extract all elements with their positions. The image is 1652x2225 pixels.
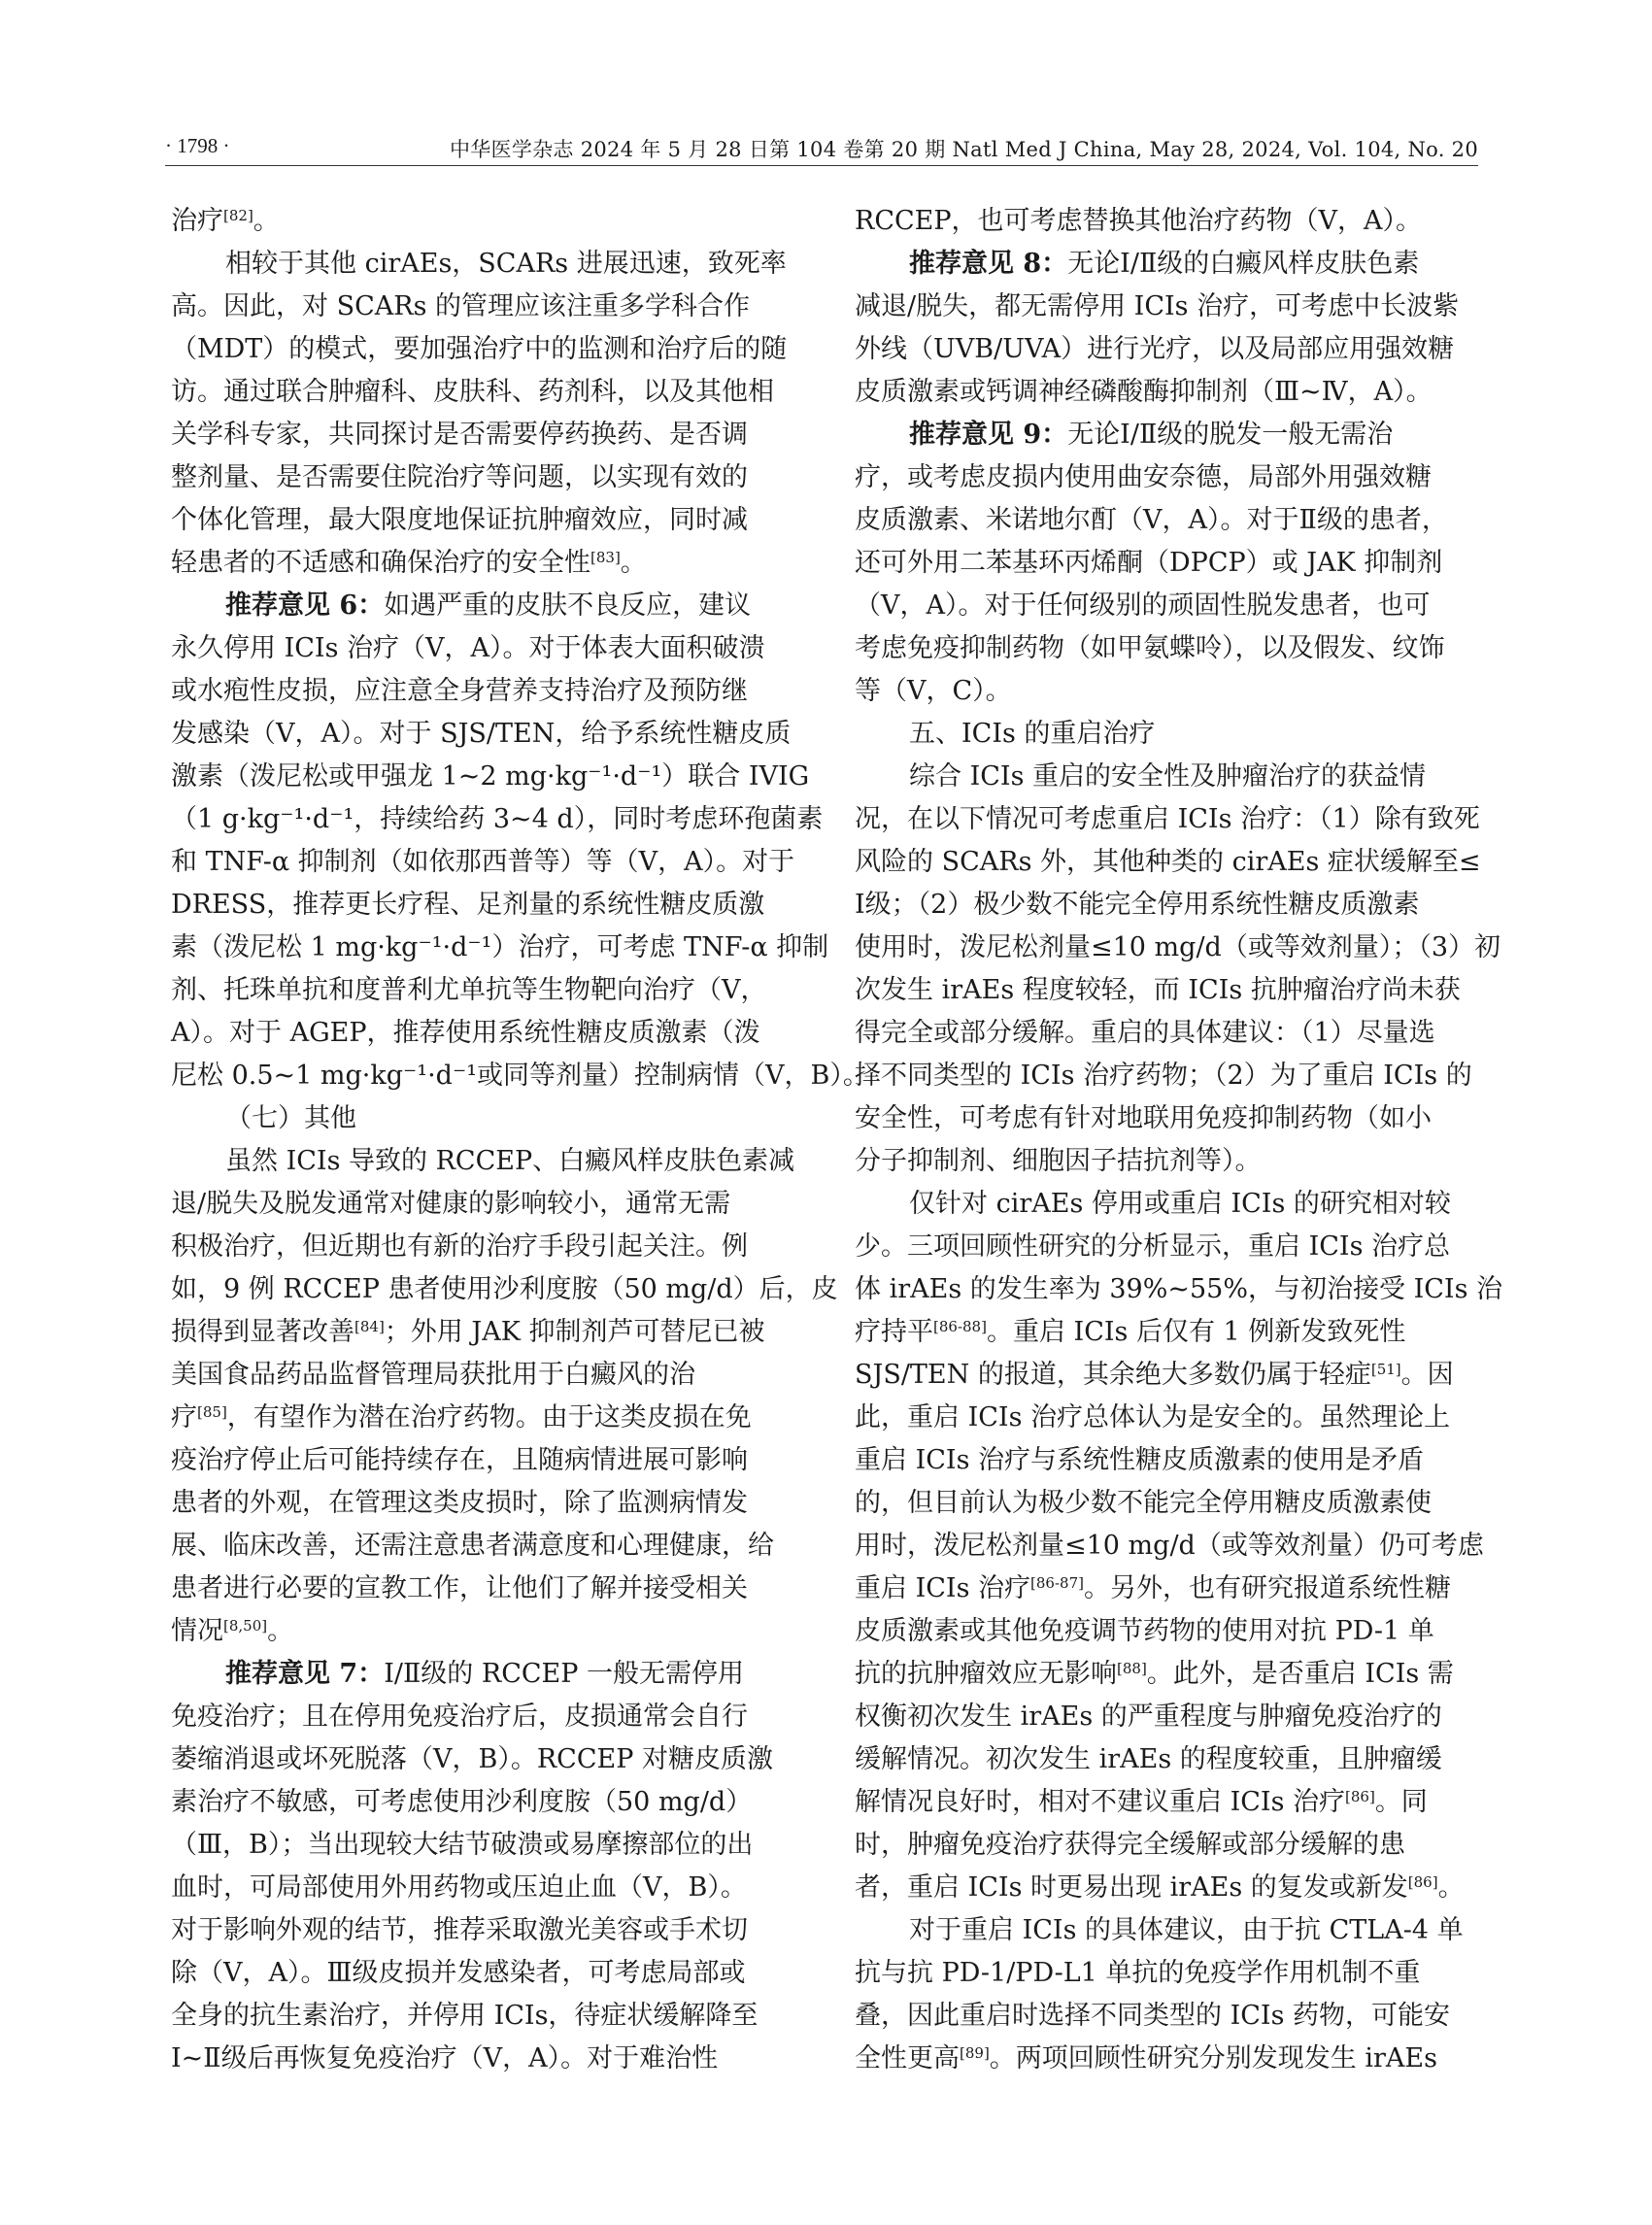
text-line xyxy=(855,884,1476,927)
text-line xyxy=(855,1696,1476,1738)
text-line xyxy=(171,1525,792,1568)
text-line xyxy=(855,1568,1476,1610)
line-text: 个体化管理，最大限度地保证抗肿瘤效应，同时减 xyxy=(171,505,748,535)
text-line xyxy=(171,713,792,756)
line-text: 重启 ICIs 治疗与系统性糖皮质激素的使用是矛盾 xyxy=(855,1445,1425,1475)
text-line xyxy=(171,1696,792,1738)
citation-reference: [8,50] xyxy=(223,1617,268,1635)
line-text: 次发生 irAEs 程度较轻，而 ICIs 抗肿瘤治疗尚未获 xyxy=(855,975,1461,1005)
line-text: 相较于其他 cirAEs，SCARs 进展迅速，致死率 xyxy=(225,249,787,279)
line-text: 得完全或部分缓解。重启的具体建议：（1）尽量选 xyxy=(855,1018,1435,1048)
line-text: 风险的 SCARs 外，其他种类的 cirAEs 症状缓解至≤ xyxy=(855,847,1481,877)
text-line xyxy=(855,1824,1476,1867)
text-line xyxy=(855,1909,1476,1952)
citation-reference: [51] xyxy=(1370,1361,1401,1378)
recommendation-label: 推荐意见 7： xyxy=(225,1659,385,1689)
line-text: 少。三项回顾性研究的分析显示，重启 ICIs 治疗总 xyxy=(855,1231,1451,1262)
line-text-after: 。因 xyxy=(1400,1360,1454,1390)
line-text: 全身的抗生素治疗，并停用 ICIs，待症状缓解降至 xyxy=(171,2001,759,2031)
text-line xyxy=(171,542,792,585)
text-line xyxy=(855,927,1501,969)
text-line xyxy=(171,798,824,841)
line-text: 使用时，泼尼松剂量≤10 mg/d（或等效剂量）；（3）初 xyxy=(855,932,1501,962)
line-text: 体 irAEs 的发生率为 39%~55%，与初治接受 ICIs 治 xyxy=(855,1274,1503,1304)
text-line xyxy=(171,1909,792,1952)
citation-reference: [85] xyxy=(197,1403,227,1421)
line-text: 此，重启 ICIs 治疗总体认为是安全的。虽然理论上 xyxy=(855,1402,1451,1433)
line-text: 还可外用二苯基环丙烯酮（DPCP）或 JAK 抑制剂 xyxy=(855,548,1443,578)
line-text-after: 。重启 ICIs 后仅有 1 例新发致死性 xyxy=(986,1317,1406,1347)
text-line xyxy=(855,1995,1476,2038)
text-line xyxy=(855,1140,1476,1183)
line-text: Ⅰ级；（2）极少数不能完全停用系统性糖皮质激素 xyxy=(855,890,1420,920)
line-text: 等（Ⅴ，C）。 xyxy=(855,676,1012,706)
line-text: 减退/脱失，都无需停用 ICIs 治疗，可考虑中长波紫 xyxy=(855,291,1460,321)
text-line xyxy=(171,2038,792,2080)
line-text: 损得到显著改善 xyxy=(171,1317,354,1347)
text-line xyxy=(855,1012,1476,1055)
line-text: 整剂量、是否需要住院治疗等问题，以实现有效的 xyxy=(171,462,748,492)
line-text-after: 。同 xyxy=(1374,1787,1428,1817)
citation-reference: [86] xyxy=(1407,1873,1438,1891)
text-line xyxy=(171,371,792,414)
text-line xyxy=(171,1867,792,1909)
citation-reference: [82] xyxy=(223,207,253,224)
line-text: 全性更高 xyxy=(855,2043,960,2073)
line-text-after: ；外用 JAK 抑制剂芦可替尼已被 xyxy=(384,1317,765,1347)
text-line xyxy=(855,542,1476,585)
page-number: · 1798 · xyxy=(165,134,230,157)
text-line xyxy=(855,2038,1476,2080)
text-line xyxy=(171,1439,792,1482)
line-text: 无论Ⅰ/Ⅱ级的白癜风样皮肤色素 xyxy=(1067,249,1420,279)
text-line xyxy=(855,627,1476,670)
line-text-after: 。此外，是否重启 ICIs 需 xyxy=(1146,1659,1454,1689)
text-line xyxy=(171,1781,792,1824)
text-line xyxy=(171,1354,792,1397)
line-text: 分子抑制剂、细胞因子拮抗剂等）。 xyxy=(855,1146,1262,1176)
citation-reference: [88] xyxy=(1117,1660,1147,1677)
text-line xyxy=(171,286,792,328)
line-text: 展、临床改善，还需注意患者满意度和心理健康，给 xyxy=(171,1531,774,1561)
line-text: 如，9 例 RCCEP 患者使用沙利度胺（50 mg/d）后，皮 xyxy=(171,1274,838,1304)
text-line xyxy=(171,841,795,884)
line-text: SJS/TEN 的报道，其余绝大多数仍属于轻症 xyxy=(855,1360,1371,1390)
text-line xyxy=(171,1952,792,1995)
line-text: 抗的抗肿瘤效应无影响 xyxy=(855,1659,1117,1689)
line-text: 的，但目前认为极少数不能完全停用糖皮质激素使 xyxy=(855,1488,1432,1518)
text-line xyxy=(171,1610,792,1653)
text-line xyxy=(855,1610,1476,1653)
line-text: 治疗 xyxy=(171,206,223,236)
text-line xyxy=(171,1311,792,1354)
recommendation-label: 推荐意见 9： xyxy=(909,420,1068,450)
line-text: 无论Ⅰ/Ⅱ级的脱发一般无需治 xyxy=(1067,420,1394,450)
line-text-after: 。两项回顾性研究分别发现发生 irAEs xyxy=(989,2043,1437,2073)
text-line xyxy=(855,756,1476,798)
journal-citation: 中华医学杂志 2024 年 5 月 28 日第 104 卷第 20 期 Natl Med J China, May 28, 2024, Vol. 104, No. 20 xyxy=(449,138,1478,161)
line-text: 叠，因此重启时选择不同类型的 ICIs 药物，可能安 xyxy=(855,2001,1451,2031)
text-line xyxy=(171,1140,795,1183)
text-line xyxy=(855,456,1476,499)
text-line xyxy=(171,1012,792,1055)
text-line xyxy=(855,1268,1503,1311)
line-text: 积极治疗，但近期也有新的治疗手段引起关注。例 xyxy=(171,1231,748,1262)
line-text: 皮质激素、米诺地尔酊（Ⅴ，A）。对于Ⅱ级的患者， xyxy=(855,505,1448,535)
text-line xyxy=(855,585,1476,627)
line-text: 综合 ICIs 重启的安全性及肿瘤治疗的获益情 xyxy=(909,761,1427,792)
line-text: （Ⅴ，A）。对于任何级别的顽固性脱发患者，也可 xyxy=(855,590,1431,621)
text-line xyxy=(855,1482,1476,1525)
line-text: 虽然 ICIs 导致的 RCCEP、白癜风样皮肤色素减 xyxy=(225,1146,795,1176)
line-text: 轻患者的不适感和确保治疗的安全性 xyxy=(171,548,590,578)
text-line xyxy=(855,414,1476,456)
line-text: 免疫治疗；且在停用免疫治疗后，皮损通常会自行 xyxy=(171,1702,748,1732)
text-line xyxy=(171,1268,838,1311)
line-text: 血时，可局部使用外用药物或压迫止血（Ⅴ，B）。 xyxy=(171,1872,747,1903)
text-line xyxy=(855,1311,1476,1354)
line-text: 时，肿瘤免疫治疗获得完全缓解或部分缓解的患 xyxy=(855,1830,1405,1860)
line-text: RCCEP，也可考虑替换其他治疗药物（Ⅴ，A）。 xyxy=(855,206,1423,236)
text-line xyxy=(171,1183,792,1226)
text-line xyxy=(171,1738,792,1781)
text-line xyxy=(171,1995,792,2038)
text-line xyxy=(855,1525,1484,1568)
line-text: （七）其他 xyxy=(225,1103,356,1133)
text-line xyxy=(855,1439,1476,1482)
line-text: 疗，或考虑皮损内使用曲安奈德，局部外用强效糖 xyxy=(855,462,1432,492)
line-text: A）。对于 AGEP，推荐使用系统性糖皮质激素（泼 xyxy=(171,1018,760,1048)
text-line xyxy=(855,1354,1476,1397)
line-text: Ⅰ/Ⅱ级的 RCCEP 一般无需停用 xyxy=(384,1659,744,1689)
line-text-after: 。 xyxy=(267,1616,294,1646)
line-text: 情况 xyxy=(171,1616,223,1646)
line-text: 解情况良好时，相对不建议重启 ICIs 治疗 xyxy=(855,1787,1346,1817)
line-text: 萎缩消退或坏死脱落（Ⅴ，B）。RCCEP 对糖皮质激 xyxy=(171,1744,773,1774)
line-text-after: 。 xyxy=(1437,1872,1465,1903)
line-text: 择不同类型的 ICIs 治疗药物；（2）为了重启 ICIs 的 xyxy=(855,1061,1472,1091)
line-text: 退/脱失及脱发通常对健康的影响较小，通常无需 xyxy=(171,1189,731,1219)
text-line xyxy=(171,1482,792,1525)
text-line xyxy=(855,1397,1476,1439)
text-line xyxy=(855,1738,1476,1781)
text-line xyxy=(171,756,810,798)
line-text: 对于重启 ICIs 的具体建议，由于抗 CTLA-4 单 xyxy=(909,1915,1464,1945)
line-text: 素（泼尼松 1 mg·kg⁻¹·d⁻¹）治疗，可考虑 TNF-α 抑制 xyxy=(171,932,829,962)
text-line xyxy=(855,1653,1476,1696)
citation-reference: [86-88] xyxy=(933,1318,987,1335)
text-line xyxy=(171,1397,792,1439)
line-text: 疗 xyxy=(171,1402,197,1433)
citation-reference: [86] xyxy=(1345,1788,1375,1805)
line-text: 仅针对 cirAEs 停用或重启 ICIs 的研究相对较 xyxy=(909,1189,1451,1219)
line-text: 权衡初次发生 irAEs 的严重程度与肿瘤免疫治疗的 xyxy=(855,1702,1442,1732)
text-line xyxy=(171,328,792,371)
line-text-after: 。 xyxy=(620,548,647,578)
line-text: 缓解情况。初次发生 irAEs 的程度较重，且肿瘤缓 xyxy=(855,1744,1442,1774)
line-text: 素治疗不敏感，可考虑使用沙利度胺（50 mg/d） xyxy=(171,1787,753,1817)
line-text: 者，重启 ICIs 时更易出现 irAEs 的复发或新发 xyxy=(855,1872,1408,1903)
text-line xyxy=(171,1824,792,1867)
text-line xyxy=(171,927,829,969)
line-text: 五、ICIs 的重启治疗 xyxy=(909,719,1156,749)
line-text: 疗持平 xyxy=(855,1317,933,1347)
line-text: 激素（泼尼松或甲强龙 1~2 mg·kg⁻¹·d⁻¹）联合 IVIG xyxy=(171,761,810,792)
text-line xyxy=(171,884,792,927)
line-text: 安全性，可考虑有针对地联用免疫抑制药物（如小 xyxy=(855,1103,1432,1133)
text-line xyxy=(855,499,1476,542)
text-line xyxy=(855,841,1481,884)
right-column xyxy=(855,200,1503,2080)
text-line xyxy=(171,1097,792,1140)
line-text: 皮质激素或其他免疫调节药物的使用对抗 PD-1 单 xyxy=(855,1616,1434,1646)
header-rule xyxy=(165,165,1478,166)
text-line xyxy=(855,371,1476,414)
text-line xyxy=(171,1568,792,1610)
line-text: 重启 ICIs 治疗 xyxy=(855,1573,1031,1603)
text-line xyxy=(855,200,1476,243)
text-line xyxy=(171,1055,869,1097)
line-text: 永久停用 ICIs 治疗（Ⅴ，A）。对于体表大面积破溃 xyxy=(171,633,765,663)
text-line xyxy=(171,1653,792,1696)
line-text: 发感染（Ⅴ，A）。对于 SJS/TEN，给予系统性糖皮质 xyxy=(171,719,792,749)
line-text: 除（Ⅴ，A）。Ⅲ级皮损并发感染者，可考虑局部或 xyxy=(171,1958,746,1988)
line-text: 皮质激素或钙调神经磷酸酶抑制剂（Ⅲ~Ⅳ，A）。 xyxy=(855,377,1433,407)
text-line xyxy=(855,1781,1476,1824)
text-line xyxy=(171,499,792,542)
text-line xyxy=(855,286,1476,328)
line-text: 患者的外观，在管理这类皮损时，除了监测病情发 xyxy=(171,1488,748,1518)
line-text: 患者进行必要的宣教工作，让他们了解并接受相关 xyxy=(171,1573,748,1603)
line-text-after: ，有望作为潜在治疗药物。由于这类皮损在免 xyxy=(226,1402,752,1433)
citation-reference: [83] xyxy=(590,549,621,566)
left-column xyxy=(171,200,869,2080)
text-line xyxy=(855,328,1476,371)
text-line xyxy=(171,1226,792,1268)
text-line xyxy=(855,969,1476,1012)
line-text: 如遇严重的皮肤不良反应，建议 xyxy=(384,590,752,621)
citation-reference: [84] xyxy=(354,1318,385,1335)
text-line xyxy=(855,1055,1476,1097)
line-text: 疫治疗停止后可能持续存在，且随病情进展可影响 xyxy=(171,1445,748,1475)
text-line xyxy=(855,1952,1476,1995)
text-line xyxy=(171,670,792,713)
line-text: Ⅰ~Ⅱ级后再恢复免疫治疗（Ⅴ，A）。对于难治性 xyxy=(171,2043,719,2073)
text-line xyxy=(171,200,792,243)
line-text: 考虑免疫抑制药物（如甲氨蝶呤），以及假发、纹饰 xyxy=(855,633,1445,663)
line-text: 况，在以下情况可考虑重启 ICIs 治疗：（1）除有致死 xyxy=(855,804,1480,834)
text-line xyxy=(171,627,792,670)
line-text-after: 。 xyxy=(253,206,280,236)
line-text: 外线（UVB/UVA）进行光疗，以及局部应用强效糖 xyxy=(855,334,1455,364)
text-line xyxy=(855,243,1476,286)
text-line xyxy=(855,713,1476,756)
text-line xyxy=(855,1226,1476,1268)
line-text: 剂、托珠单抗和度普利尤单抗等生物靶向治疗（Ⅴ， xyxy=(171,975,767,1005)
citation-reference: [89] xyxy=(960,2044,990,2062)
text-line xyxy=(855,798,1480,841)
text-line xyxy=(171,585,792,627)
line-text: 访。通过联合肿瘤科、皮肤科、药剂科，以及其他相 xyxy=(171,377,774,407)
line-text: （Ⅲ，B）；当出现较大结节破溃或易摩擦部位的出 xyxy=(171,1830,754,1860)
text-line xyxy=(855,1867,1476,1909)
text-line xyxy=(171,969,792,1012)
line-text: 高。因此，对 SCARs 的管理应该注重多学科合作 xyxy=(171,291,751,321)
line-text: 和 TNF-α 抑制剂（如依那西普等）等（Ⅴ，A）。对于 xyxy=(171,847,795,877)
text-line xyxy=(171,456,792,499)
text-line xyxy=(171,414,792,456)
line-text: 用时，泼尼松剂量≤10 mg/d（或等效剂量）仍可考虑 xyxy=(855,1531,1484,1561)
line-text: 美国食品药品监督管理局获批用于白癜风的治 xyxy=(171,1360,695,1390)
line-text: （1 g·kg⁻¹·d⁻¹，持续给药 3~4 d），同时考虑环孢菌素 xyxy=(171,804,824,834)
citation-reference: [86-87] xyxy=(1030,1574,1084,1592)
recommendation-label: 推荐意见 8： xyxy=(909,249,1068,279)
line-text: 抗与抗 PD-1/PD-L1 单抗的免疫学作用机制不重 xyxy=(855,1958,1421,1988)
line-text: 或水疱性皮损，应注意全身营养支持治疗及预防继 xyxy=(171,676,748,706)
line-text-after: 。另外，也有研究报道系统性糖 xyxy=(1083,1573,1451,1603)
line-text: 对于影响外观的结节，推荐采取激光美容或手术切 xyxy=(171,1915,748,1945)
text-line xyxy=(855,1097,1476,1140)
line-text: DRESS，推荐更长疗程、足剂量的系统性糖皮质激 xyxy=(171,890,765,920)
text-line xyxy=(171,243,792,286)
text-line xyxy=(855,670,1476,713)
running-header xyxy=(165,134,1478,169)
recommendation-label: 推荐意见 6： xyxy=(225,590,385,621)
line-text: 尼松 0.5~1 mg·kg⁻¹·d⁻¹或同等剂量）控制病情（Ⅴ，B）。 xyxy=(171,1061,869,1091)
line-text: （MDT）的模式，要加强治疗中的监测和治疗后的随 xyxy=(171,334,788,364)
line-text: 关学科专家，共同探讨是否需要停药换药、是否调 xyxy=(171,420,748,450)
text-line xyxy=(855,1183,1476,1226)
